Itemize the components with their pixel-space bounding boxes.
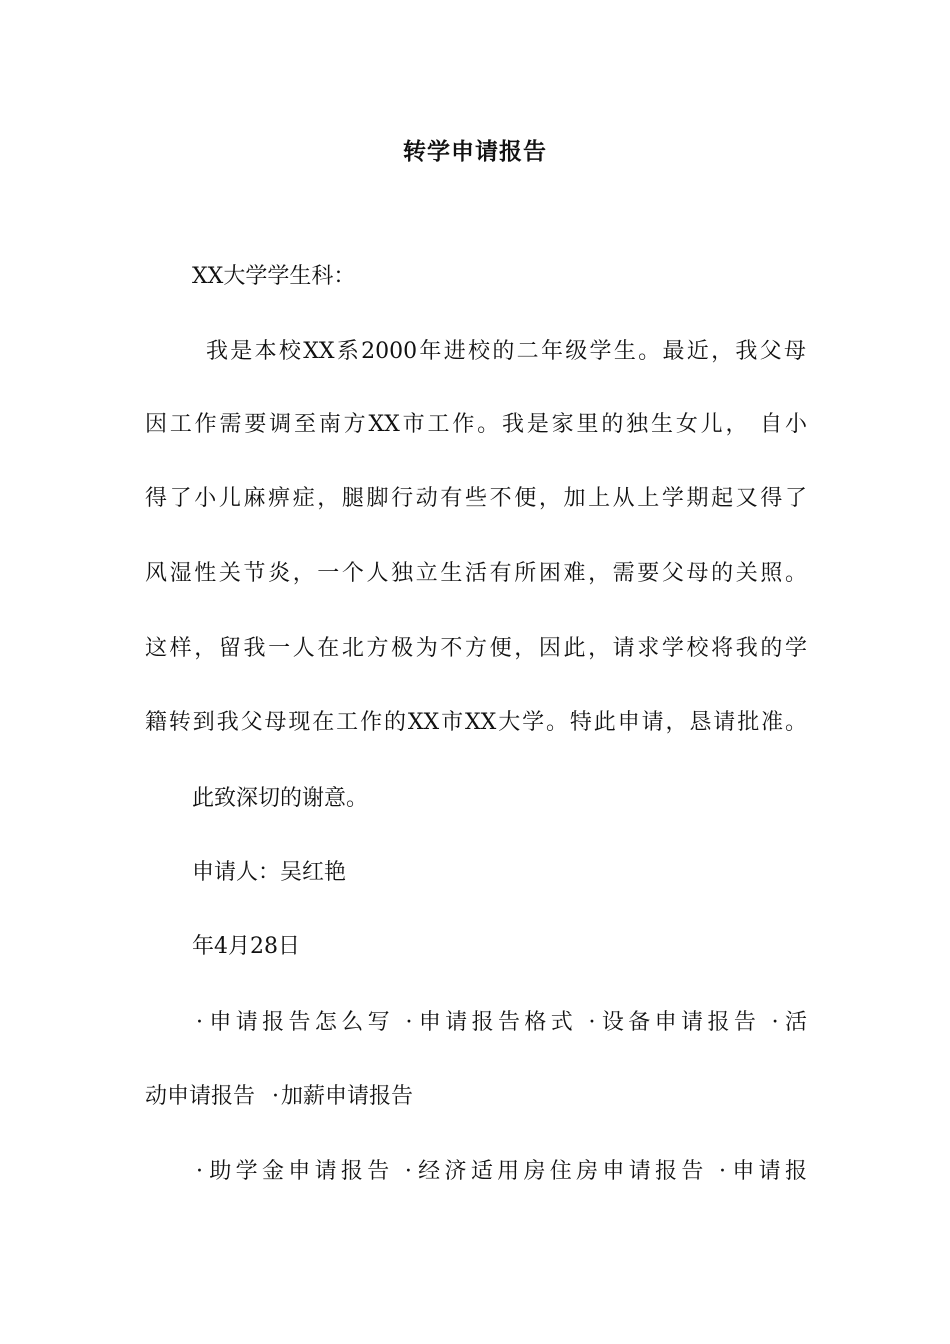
related-links-row-1: [196, 1008, 807, 1038]
bullet: ·: [719, 1159, 726, 1184]
link-activity-application-part2[interactable]: 动申请报告: [145, 1084, 256, 1109]
closing-line: 此致深切的谢意。: [192, 786, 369, 811]
link-equipment-application[interactable]: ·设备申请报告: [589, 1010, 761, 1035]
bullet: ·: [404, 1159, 412, 1184]
bullet: ·: [771, 1010, 779, 1035]
link-activity-application-part1[interactable]: ·活: [772, 1010, 807, 1035]
bullet: ·: [272, 1084, 280, 1109]
related-links-row-3: [196, 1157, 807, 1187]
link-how-to-write-application[interactable]: ·申请报告怎么写: [196, 1010, 394, 1035]
bullet: ·: [588, 1010, 596, 1035]
link-affordable-housing-application[interactable]: ·经济适用房住房申请报告: [405, 1159, 708, 1184]
bullet: ·: [405, 1010, 413, 1035]
link-application-format[interactable]: ·申请报告格式: [405, 1010, 577, 1035]
body-line-1: 我是本校XX系2000年进校的二年级学生。最近，我父母: [206, 339, 806, 364]
body-line-4: 风湿性关节炎，一个人独立生活有所困难，需要父母的关照。: [145, 561, 807, 586]
body-line-3: 得了小儿麻痹症，腿脚行动有些不便，加上从上学期起又得了: [145, 486, 807, 511]
applicant-line: 申请人：吴红艳: [192, 860, 347, 885]
bullet: ·: [196, 1159, 203, 1184]
date-line: 年4月28日: [192, 934, 300, 959]
link-scholarship-application[interactable]: ·助学金申请报告: [196, 1159, 394, 1184]
link-raise-application[interactable]: ·加薪申请报告: [272, 1084, 413, 1109]
document-title: 转学申请报告: [403, 139, 547, 165]
bullet: ·: [196, 1010, 203, 1035]
body-line-2: 因工作需要调至南方XX市工作。我是家里的独生女儿， 自小: [145, 412, 807, 437]
salutation: XX大学学生科：: [192, 264, 356, 289]
link-application-report-part[interactable]: ·申请报: [719, 1159, 807, 1184]
body-line-5: 这样，留我一人在北方极为不方便，因此，请求学校将我的学: [145, 636, 807, 661]
body-line-6: 籍转到我父母现在工作的XX市XX大学。特此申请，恳请批准。: [145, 710, 807, 735]
related-links-row-2: [145, 1082, 807, 1112]
